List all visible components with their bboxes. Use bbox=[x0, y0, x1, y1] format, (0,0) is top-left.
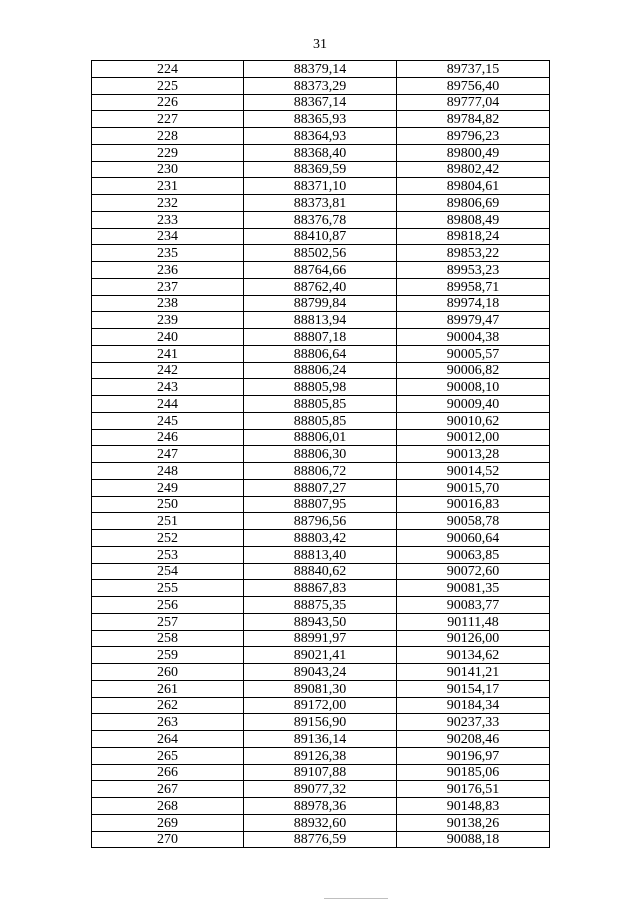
point-number-cell: 252 bbox=[92, 530, 244, 547]
table-row bbox=[92, 479, 550, 496]
x-coordinate-cell: 89126,38 bbox=[244, 747, 397, 764]
y-coordinate-cell: 89796,23 bbox=[397, 128, 550, 145]
y-coordinate-cell: 90012,00 bbox=[397, 429, 550, 446]
page-number: 31 bbox=[313, 37, 327, 52]
y-coordinate-cell: 89853,22 bbox=[397, 245, 550, 262]
y-coordinate-cell: 90141,21 bbox=[397, 664, 550, 681]
table-row bbox=[92, 144, 550, 161]
x-coordinate-cell: 88367,14 bbox=[244, 94, 397, 111]
point-number-cell: 247 bbox=[92, 446, 244, 463]
x-coordinate-cell: 88799,84 bbox=[244, 295, 397, 312]
y-coordinate-cell: 90058,78 bbox=[397, 513, 550, 530]
x-coordinate-cell: 88807,95 bbox=[244, 496, 397, 513]
y-coordinate-cell: 90208,46 bbox=[397, 731, 550, 748]
bottom-divider bbox=[324, 898, 388, 899]
point-number-cell: 233 bbox=[92, 211, 244, 228]
x-coordinate-cell: 88762,40 bbox=[244, 278, 397, 295]
x-coordinate-cell: 88813,40 bbox=[244, 546, 397, 563]
table-row bbox=[92, 731, 550, 748]
x-coordinate-cell: 89043,24 bbox=[244, 664, 397, 681]
coordinates-table bbox=[91, 60, 550, 848]
y-coordinate-cell: 90015,70 bbox=[397, 479, 550, 496]
y-coordinate-cell: 90185,06 bbox=[397, 764, 550, 781]
x-coordinate-cell: 88805,85 bbox=[244, 396, 397, 413]
point-number-cell: 227 bbox=[92, 111, 244, 128]
x-coordinate-cell: 88943,50 bbox=[244, 613, 397, 630]
table-row bbox=[92, 295, 550, 312]
x-coordinate-cell: 88806,72 bbox=[244, 463, 397, 480]
point-number-cell: 246 bbox=[92, 429, 244, 446]
table-row bbox=[92, 77, 550, 94]
point-number-cell: 235 bbox=[92, 245, 244, 262]
y-coordinate-cell: 90134,62 bbox=[397, 647, 550, 664]
y-coordinate-cell: 89800,49 bbox=[397, 144, 550, 161]
point-number-cell: 270 bbox=[92, 831, 244, 848]
table-row bbox=[92, 278, 550, 295]
table-row bbox=[92, 747, 550, 764]
table-row bbox=[92, 613, 550, 630]
table-row bbox=[92, 195, 550, 212]
x-coordinate-cell: 88364,93 bbox=[244, 128, 397, 145]
point-number-cell: 244 bbox=[92, 396, 244, 413]
point-number-cell: 225 bbox=[92, 77, 244, 94]
point-number-cell: 245 bbox=[92, 412, 244, 429]
x-coordinate-cell: 88502,56 bbox=[244, 245, 397, 262]
point-number-cell: 253 bbox=[92, 546, 244, 563]
point-number-cell: 228 bbox=[92, 128, 244, 145]
table-row bbox=[92, 697, 550, 714]
y-coordinate-cell: 90237,33 bbox=[397, 714, 550, 731]
y-coordinate-cell: 90196,97 bbox=[397, 747, 550, 764]
point-number-cell: 240 bbox=[92, 329, 244, 346]
table-row bbox=[92, 814, 550, 831]
x-coordinate-cell: 89172,00 bbox=[244, 697, 397, 714]
y-coordinate-cell: 90013,28 bbox=[397, 446, 550, 463]
table-row bbox=[92, 446, 550, 463]
point-number-cell: 231 bbox=[92, 178, 244, 195]
table-row bbox=[92, 61, 550, 78]
x-coordinate-cell: 88371,10 bbox=[244, 178, 397, 195]
table-row bbox=[92, 546, 550, 563]
x-coordinate-cell: 88410,87 bbox=[244, 228, 397, 245]
x-coordinate-cell: 88369,59 bbox=[244, 161, 397, 178]
x-coordinate-cell: 88379,14 bbox=[244, 61, 397, 78]
table-row bbox=[92, 262, 550, 279]
x-coordinate-cell: 89081,30 bbox=[244, 680, 397, 697]
y-coordinate-cell: 90081,35 bbox=[397, 580, 550, 597]
table-row bbox=[92, 429, 550, 446]
table-row bbox=[92, 94, 550, 111]
x-coordinate-cell: 88365,93 bbox=[244, 111, 397, 128]
x-coordinate-cell: 88807,18 bbox=[244, 329, 397, 346]
x-coordinate-cell: 88991,97 bbox=[244, 630, 397, 647]
y-coordinate-cell: 90148,83 bbox=[397, 798, 550, 815]
x-coordinate-cell: 89136,14 bbox=[244, 731, 397, 748]
y-coordinate-cell: 90126,00 bbox=[397, 630, 550, 647]
point-number-cell: 258 bbox=[92, 630, 244, 647]
table-row bbox=[92, 798, 550, 815]
point-number-cell: 232 bbox=[92, 195, 244, 212]
x-coordinate-cell: 88796,56 bbox=[244, 513, 397, 530]
x-coordinate-cell: 88932,60 bbox=[244, 814, 397, 831]
x-coordinate-cell: 88867,83 bbox=[244, 580, 397, 597]
point-number-cell: 259 bbox=[92, 647, 244, 664]
point-number-cell: 236 bbox=[92, 262, 244, 279]
table-row bbox=[92, 580, 550, 597]
point-number-cell: 260 bbox=[92, 664, 244, 681]
table-row bbox=[92, 714, 550, 731]
x-coordinate-cell: 88806,64 bbox=[244, 345, 397, 362]
x-coordinate-cell: 89156,90 bbox=[244, 714, 397, 731]
x-coordinate-cell: 88978,36 bbox=[244, 798, 397, 815]
point-number-cell: 257 bbox=[92, 613, 244, 630]
point-number-cell: 251 bbox=[92, 513, 244, 530]
x-coordinate-cell: 88805,98 bbox=[244, 379, 397, 396]
table-row bbox=[92, 312, 550, 329]
point-number-cell: 226 bbox=[92, 94, 244, 111]
table-row bbox=[92, 530, 550, 547]
x-coordinate-cell: 88806,01 bbox=[244, 429, 397, 446]
table-row bbox=[92, 680, 550, 697]
y-coordinate-cell: 90004,38 bbox=[397, 329, 550, 346]
point-number-cell: 261 bbox=[92, 680, 244, 697]
x-coordinate-cell: 88806,30 bbox=[244, 446, 397, 463]
y-coordinate-cell: 89804,61 bbox=[397, 178, 550, 195]
table-row bbox=[92, 563, 550, 580]
x-coordinate-cell: 89077,32 bbox=[244, 781, 397, 798]
y-coordinate-cell: 90010,62 bbox=[397, 412, 550, 429]
y-coordinate-cell: 90060,64 bbox=[397, 530, 550, 547]
y-coordinate-cell: 90006,82 bbox=[397, 362, 550, 379]
table-row bbox=[92, 781, 550, 798]
x-coordinate-cell: 88373,81 bbox=[244, 195, 397, 212]
x-coordinate-cell: 88376,78 bbox=[244, 211, 397, 228]
table-row bbox=[92, 513, 550, 530]
point-number-cell: 243 bbox=[92, 379, 244, 396]
y-coordinate-cell: 90005,57 bbox=[397, 345, 550, 362]
table-row bbox=[92, 496, 550, 513]
table-row bbox=[92, 597, 550, 614]
coordinates-table-body bbox=[92, 61, 550, 848]
table-row bbox=[92, 664, 550, 681]
x-coordinate-cell: 88776,59 bbox=[244, 831, 397, 848]
point-number-cell: 255 bbox=[92, 580, 244, 597]
y-coordinate-cell: 90184,34 bbox=[397, 697, 550, 714]
table-row bbox=[92, 362, 550, 379]
y-coordinate-cell: 89784,82 bbox=[397, 111, 550, 128]
x-coordinate-cell: 88803,42 bbox=[244, 530, 397, 547]
table-row bbox=[92, 161, 550, 178]
table-row bbox=[92, 329, 550, 346]
table-row bbox=[92, 345, 550, 362]
table-row bbox=[92, 379, 550, 396]
y-coordinate-cell: 89818,24 bbox=[397, 228, 550, 245]
x-coordinate-cell: 88806,24 bbox=[244, 362, 397, 379]
point-number-cell: 268 bbox=[92, 798, 244, 815]
table-row bbox=[92, 764, 550, 781]
point-number-cell: 242 bbox=[92, 362, 244, 379]
x-coordinate-cell: 88807,27 bbox=[244, 479, 397, 496]
x-coordinate-cell: 88813,94 bbox=[244, 312, 397, 329]
y-coordinate-cell: 89802,42 bbox=[397, 161, 550, 178]
y-coordinate-cell: 89958,71 bbox=[397, 278, 550, 295]
table-row bbox=[92, 630, 550, 647]
table-row bbox=[92, 211, 550, 228]
table-row bbox=[92, 245, 550, 262]
y-coordinate-cell: 90008,10 bbox=[397, 379, 550, 396]
table-row bbox=[92, 228, 550, 245]
y-coordinate-cell: 90009,40 bbox=[397, 396, 550, 413]
point-number-cell: 262 bbox=[92, 697, 244, 714]
y-coordinate-cell: 89974,18 bbox=[397, 295, 550, 312]
point-number-cell: 234 bbox=[92, 228, 244, 245]
y-coordinate-cell: 89979,47 bbox=[397, 312, 550, 329]
y-coordinate-cell: 90072,60 bbox=[397, 563, 550, 580]
table-row bbox=[92, 647, 550, 664]
table-row bbox=[92, 463, 550, 480]
table-row bbox=[92, 396, 550, 413]
point-number-cell: 265 bbox=[92, 747, 244, 764]
point-number-cell: 266 bbox=[92, 764, 244, 781]
point-number-cell: 256 bbox=[92, 597, 244, 614]
x-coordinate-cell: 88764,66 bbox=[244, 262, 397, 279]
x-coordinate-cell: 88368,40 bbox=[244, 144, 397, 161]
point-number-cell: 263 bbox=[92, 714, 244, 731]
table-row bbox=[92, 128, 550, 145]
point-number-cell: 239 bbox=[92, 312, 244, 329]
y-coordinate-cell: 90111,48 bbox=[397, 613, 550, 630]
x-coordinate-cell: 88373,29 bbox=[244, 77, 397, 94]
y-coordinate-cell: 90016,83 bbox=[397, 496, 550, 513]
y-coordinate-cell: 90083,77 bbox=[397, 597, 550, 614]
point-number-cell: 250 bbox=[92, 496, 244, 513]
point-number-cell: 269 bbox=[92, 814, 244, 831]
y-coordinate-cell: 89808,49 bbox=[397, 211, 550, 228]
point-number-cell: 249 bbox=[92, 479, 244, 496]
point-number-cell: 224 bbox=[92, 61, 244, 78]
y-coordinate-cell: 90063,85 bbox=[397, 546, 550, 563]
table-row bbox=[92, 111, 550, 128]
point-number-cell: 238 bbox=[92, 295, 244, 312]
point-number-cell: 230 bbox=[92, 161, 244, 178]
point-number-cell: 237 bbox=[92, 278, 244, 295]
x-coordinate-cell: 89021,41 bbox=[244, 647, 397, 664]
point-number-cell: 254 bbox=[92, 563, 244, 580]
y-coordinate-cell: 89953,23 bbox=[397, 262, 550, 279]
y-coordinate-cell: 89806,69 bbox=[397, 195, 550, 212]
table-row bbox=[92, 178, 550, 195]
table-row bbox=[92, 412, 550, 429]
x-coordinate-cell: 89107,88 bbox=[244, 764, 397, 781]
point-number-cell: 267 bbox=[92, 781, 244, 798]
y-coordinate-cell: 90088,18 bbox=[397, 831, 550, 848]
x-coordinate-cell: 88805,85 bbox=[244, 412, 397, 429]
y-coordinate-cell: 90176,51 bbox=[397, 781, 550, 798]
point-number-cell: 229 bbox=[92, 144, 244, 161]
x-coordinate-cell: 88875,35 bbox=[244, 597, 397, 614]
point-number-cell: 241 bbox=[92, 345, 244, 362]
y-coordinate-cell: 90138,26 bbox=[397, 814, 550, 831]
y-coordinate-cell: 90014,52 bbox=[397, 463, 550, 480]
y-coordinate-cell: 89777,04 bbox=[397, 94, 550, 111]
table-row bbox=[92, 831, 550, 848]
y-coordinate-cell: 89756,40 bbox=[397, 77, 550, 94]
point-number-cell: 264 bbox=[92, 731, 244, 748]
point-number-cell: 248 bbox=[92, 463, 244, 480]
y-coordinate-cell: 90154,17 bbox=[397, 680, 550, 697]
x-coordinate-cell: 88840,62 bbox=[244, 563, 397, 580]
y-coordinate-cell: 89737,15 bbox=[397, 61, 550, 78]
